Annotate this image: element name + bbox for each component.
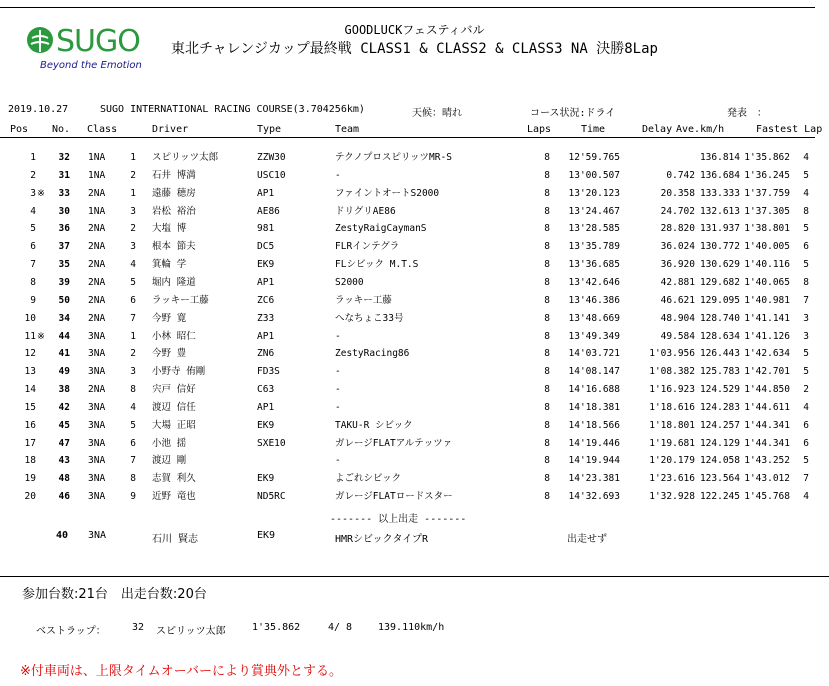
cell-fastest-lap: 1'43.252: [744, 455, 790, 467]
cell-pos: 5: [30, 223, 36, 235]
cell-laps: 8: [544, 491, 550, 503]
cell-delay: 48.904: [660, 312, 695, 324]
cell-pos: 13: [24, 366, 36, 378]
cell-delay: 46.621: [660, 294, 695, 306]
cell-car-no: 49: [58, 366, 70, 378]
cell-team: テクノプロスピリッツMR-S: [335, 152, 452, 163]
summary-rule: [0, 576, 829, 577]
cell-time: 13'48.669: [568, 312, 620, 324]
cell-avg-speed: 128.634: [699, 330, 740, 342]
cell-driver: 宍戸 信好: [152, 384, 196, 396]
cell-laps: 8: [544, 455, 550, 467]
cell-team: ガレージFLATアルテッツァ: [335, 437, 453, 449]
cell-class: 3NA: [88, 437, 106, 449]
course-name: SUGO INTERNATIONAL RACING COURSE(3.704256km): [100, 104, 365, 115]
cell-avg-speed: 136.814: [699, 152, 740, 163]
cell-avg-speed: 126.443: [699, 348, 740, 360]
cell-driver: 岩松 裕治: [152, 205, 196, 217]
best-lap-lap: 4/ 8: [328, 622, 353, 633]
cell-driver: ラッキー工藤: [152, 294, 209, 306]
cell-fastest-lap: 1'44.341: [744, 437, 790, 449]
cell-laps: 8: [544, 187, 550, 199]
cell-pos: 14: [24, 384, 36, 396]
best-lap-driver: スピリッツ太郎: [156, 626, 226, 637]
cell-time: 14'19.446: [568, 437, 620, 449]
cell-driver: 渡辺 信任: [152, 401, 196, 413]
cell-class: 1NA: [88, 152, 106, 163]
cell-laps: 8: [544, 259, 550, 271]
brand-tagline: Beyond the Emotion: [40, 60, 142, 71]
cell-driver: 志賀 利久: [152, 473, 196, 485]
cell-fastest-lap: 1'40.116: [744, 259, 790, 271]
cell-pos: 11: [24, 330, 36, 342]
cell-avg-speed: 130.629: [699, 259, 740, 271]
cell-pos: 16: [24, 419, 36, 431]
cell-class: 2NA: [88, 312, 106, 324]
cell-fastest-lap-no: 3: [803, 330, 809, 342]
cell-time: 14'16.688: [568, 384, 620, 396]
cell-car-no: 35: [58, 259, 70, 271]
cell-pos: 10: [24, 312, 36, 324]
cell-car-type: ND5RC: [257, 491, 286, 503]
cell-class-pos: 2: [130, 223, 136, 235]
cell-class-pos: 2: [130, 348, 136, 360]
cell-team: ラッキー工藤: [335, 294, 392, 306]
cell-time: 12'59.765: [568, 152, 620, 163]
cell-avg-speed: 124.257: [699, 419, 740, 431]
cell-delay: 1'16.923: [649, 384, 695, 396]
race-title: 東北チャレンジカップ最終戦 CLASS1 & CLASS2 & CLASS3 NA 決勝8Lap: [171, 41, 658, 57]
cell-car-no: 50: [58, 294, 70, 306]
cell-fastest-lap: 1'40.981: [744, 294, 790, 306]
cell-delay: 42.881: [660, 276, 695, 288]
cell-delay: 1'18.801: [649, 419, 695, 431]
cell-fastest-lap: 1'44.611: [744, 401, 790, 413]
cell-team: -: [335, 169, 341, 181]
cell-car-no: 48: [58, 473, 70, 485]
cell-pos: 20: [24, 491, 36, 503]
cell-fastest-lap-no: 4: [803, 491, 809, 503]
cell-fastest-lap: 1'41.141: [744, 312, 790, 324]
cell-avg-speed: 123.564: [699, 473, 740, 485]
cell-pos: 6: [30, 241, 36, 253]
course-condition: コース状況:ドライ: [530, 108, 616, 119]
header-avg: Ave.km/h: [676, 124, 725, 135]
cell-fastest-lap-no: 7: [803, 473, 809, 485]
cell-time: 13'35.789: [568, 241, 620, 253]
cell-avg-speed: 132.613: [699, 205, 740, 217]
cell-laps: 8: [544, 473, 550, 485]
cell-avg-speed: 124.529: [699, 384, 740, 396]
cell-avg-speed: 128.740: [699, 312, 740, 324]
cell-laps: 8: [544, 294, 550, 306]
cell-time: 14'32.693: [568, 491, 620, 503]
cell-team: へなちょこ33号: [335, 312, 404, 324]
cell-delay: 1'03.956: [649, 348, 695, 360]
cell-driver: 箕輪 学: [152, 259, 187, 271]
cell-pos: 19: [24, 473, 36, 485]
cell-driver: 遠藤 穂房: [152, 187, 196, 199]
cell-avg-speed: 130.772: [699, 241, 740, 253]
cell-avg-speed: 133.333: [699, 187, 740, 199]
cell-team: -: [335, 384, 341, 396]
cell-car-no: 41: [58, 348, 70, 360]
cell-delay: 1'20.179: [649, 455, 695, 467]
cell-fastest-lap-no: 5: [803, 366, 809, 378]
cell-driver: 今野 豊: [152, 348, 187, 360]
cell-class: 3NA: [88, 401, 106, 413]
header-class: Class: [87, 124, 118, 135]
cell-class-pos: 4: [130, 259, 136, 271]
best-lap-label: ベストラップ：: [36, 626, 106, 637]
cell-pos: 7: [30, 259, 36, 271]
cell-car-type: ZN6: [257, 348, 275, 360]
cell-delay: 1'18.616: [649, 401, 695, 413]
header-time: Time: [581, 124, 606, 135]
cell-pos: 9: [30, 294, 36, 306]
header-pos: Pos: [10, 124, 29, 135]
dns-team: HMRシビックタイプR: [335, 534, 428, 545]
cell-delay: 1'32.928: [649, 491, 695, 503]
cell-driver: 渡辺 剛: [152, 455, 187, 467]
cell-time: 13'36.685: [568, 259, 620, 271]
cell-team: ドリグリAE86: [335, 205, 396, 217]
race-date: 2019.10.27: [8, 104, 69, 115]
cell-car-no: 37: [58, 241, 70, 253]
dns-no: 40: [56, 530, 69, 541]
cell-car-no: 30: [58, 205, 70, 217]
cell-pos: 18: [24, 455, 36, 467]
cell-fastest-lap-no: 4: [803, 401, 809, 413]
cell-car-no: 47: [58, 437, 70, 449]
cell-team: ファイントオートS2000: [335, 187, 440, 199]
cell-time: 14'18.381: [568, 401, 620, 413]
cell-team: -: [335, 366, 341, 378]
cell-car-no: 42: [58, 401, 70, 413]
cell-time: 14'19.944: [568, 455, 620, 467]
cell-class: 3NA: [88, 366, 106, 378]
cell-delay: 24.702: [660, 205, 695, 217]
announce: 発表 ：: [727, 108, 767, 119]
cell-laps: 8: [544, 169, 550, 181]
cell-class: 2NA: [88, 384, 106, 396]
cell-car-type: 981: [257, 223, 275, 235]
cell-fastest-lap-no: 4: [803, 187, 809, 199]
cell-car-type: AP1: [257, 187, 275, 199]
cell-time: 13'24.467: [568, 205, 620, 217]
cell-fastest-lap-no: 8: [803, 205, 809, 217]
cell-laps: 8: [544, 152, 550, 163]
cell-class-pos: 3: [130, 241, 136, 253]
cell-fastest-lap-no: 6: [803, 419, 809, 431]
cell-driver: スピリッツ太郎: [152, 152, 219, 163]
cell-pos: 17: [24, 437, 36, 449]
header-no: No.: [52, 124, 71, 135]
cell-team: ガレージFLATロードスター: [335, 491, 453, 503]
cell-car-no: 38: [58, 384, 70, 396]
cell-car-type: EK9: [257, 419, 275, 431]
cell-driver: 今野 寛: [152, 312, 187, 324]
cell-car-type: AP1: [257, 401, 275, 413]
cell-car-type: ZC6: [257, 294, 275, 306]
header-rule: [0, 137, 815, 138]
cell-fastest-lap-no: 2: [803, 384, 809, 396]
cell-driver: 小林 昭仁: [152, 330, 196, 342]
cell-fastest-lap: 1'40.065: [744, 276, 790, 288]
cell-car-no: 34: [58, 312, 70, 324]
cell-fastest-lap: 1'37.759: [744, 187, 790, 199]
cell-car-type: C63: [257, 384, 275, 396]
header-fastest: Fastest Lap: [756, 124, 823, 135]
cell-class: 2NA: [88, 187, 106, 199]
cell-team: ZestyRaigCaymanS: [335, 223, 427, 235]
footnote: ※付車両は、上限タイムオーバーにより賞典外とする。: [20, 664, 342, 679]
cell-avg-speed: 129.095: [699, 294, 740, 306]
header-type: Type: [257, 124, 282, 135]
cell-class-pos: 8: [130, 473, 136, 485]
cell-avg-speed: 131.937: [699, 223, 740, 235]
cell-car-type: USC10: [257, 169, 286, 181]
best-lap-no: 32: [132, 622, 145, 633]
header-driver: Driver: [152, 124, 189, 135]
cell-driver: 小野寺 侑剛: [152, 366, 206, 378]
cell-fastest-lap: 1'41.126: [744, 330, 790, 342]
cell-laps: 8: [544, 223, 550, 235]
cell-delay: 28.820: [660, 223, 695, 235]
cell-fastest-lap-no: 7: [803, 294, 809, 306]
cell-car-type: AE86: [257, 205, 280, 217]
cell-laps: 8: [544, 419, 550, 431]
cell-class: 2NA: [88, 294, 106, 306]
cell-fastest-lap: 1'43.012: [744, 473, 790, 485]
cell-class-pos: 1: [130, 187, 136, 199]
cell-fastest-lap: 1'42.701: [744, 366, 790, 378]
cell-avg-speed: 124.129: [699, 437, 740, 449]
cell-class-pos: 3: [130, 205, 136, 217]
cell-class: 3NA: [88, 348, 106, 360]
cell-driver: 小池 揺: [152, 437, 187, 449]
cell-class-pos: 6: [130, 294, 136, 306]
header-team: Team: [335, 124, 360, 135]
cell-team: TAKU-R シビック: [335, 419, 413, 431]
cell-class-pos: 7: [130, 455, 136, 467]
cell-delay: 49.584: [660, 330, 695, 342]
cell-car-no: 44: [58, 330, 70, 342]
cell-class-pos: 1: [130, 330, 136, 342]
cell-delay: 20.358: [660, 187, 695, 199]
cell-fastest-lap-no: 6: [803, 437, 809, 449]
cell-class: 2NA: [88, 259, 106, 271]
cell-class-pos: 7: [130, 312, 136, 324]
cell-laps: 8: [544, 205, 550, 217]
cell-fastest-lap: 1'35.862: [744, 152, 790, 163]
cell-penalty-mark: ※: [37, 330, 45, 342]
cell-driver: 根本 節夫: [152, 241, 196, 253]
cell-pos: 2: [30, 169, 36, 181]
cell-fastest-lap: 1'45.768: [744, 491, 790, 503]
cell-delay: 36.024: [660, 241, 695, 253]
cell-class-pos: 4: [130, 401, 136, 413]
cell-car-no: 45: [58, 419, 70, 431]
cell-class: 3NA: [88, 455, 106, 467]
cell-avg-speed: 122.245: [699, 491, 740, 503]
header-delay: Delay: [642, 124, 673, 135]
cell-car-type: AP1: [257, 276, 275, 288]
cell-car-no: 39: [58, 276, 70, 288]
cell-driver: 大場 正昭: [152, 419, 196, 431]
cell-time: 14'23.381: [568, 473, 620, 485]
cell-car-type: EK9: [257, 473, 275, 485]
cell-car-type: EK9: [257, 259, 275, 271]
cell-car-type: ZZW30: [257, 152, 286, 163]
cell-delay: 1'19.681: [649, 437, 695, 449]
cell-time: 13'49.349: [568, 330, 620, 342]
cell-avg-speed: 136.684: [699, 169, 740, 181]
cell-laps: 8: [544, 384, 550, 396]
cell-fastest-lap-no: 3: [803, 312, 809, 324]
cell-team: FLRインテグラ: [335, 241, 400, 253]
dns-type: EK9: [257, 530, 276, 541]
cell-car-no: 43: [58, 455, 70, 467]
best-lap-speed: 139.110km/h: [378, 622, 445, 633]
cell-pos: 8: [30, 276, 36, 288]
cell-delay: 0.742: [666, 169, 695, 181]
cell-team: -: [335, 330, 341, 342]
top-rule: [0, 7, 815, 8]
cell-laps: 8: [544, 276, 550, 288]
dns-class: 3NA: [88, 530, 107, 541]
cell-pos: 15: [24, 401, 36, 413]
cell-fastest-lap-no: 4: [803, 152, 809, 163]
cell-team: S2000: [335, 276, 364, 288]
cell-time: 14'08.147: [568, 366, 620, 378]
cell-time: 13'00.507: [568, 169, 620, 181]
cell-class: 3NA: [88, 491, 106, 503]
cell-team: ZestyRacing86: [335, 348, 410, 360]
cell-car-no: 33: [58, 187, 70, 199]
cell-penalty-mark: ※: [37, 187, 45, 199]
cell-time: 13'46.386: [568, 294, 620, 306]
finish-separator: ------- 以上出走 -------: [330, 514, 467, 525]
best-lap-time: 1'35.862: [252, 622, 301, 633]
cell-fastest-lap-no: 5: [803, 223, 809, 235]
cell-driver: 大塩 博: [152, 223, 187, 235]
cell-delay: 1'08.382: [649, 366, 695, 378]
cell-class-pos: 1: [130, 152, 136, 163]
cell-pos: 12: [24, 348, 36, 360]
cell-fastest-lap-no: 8: [803, 276, 809, 288]
cell-driver: 石井 博満: [152, 169, 196, 181]
cell-laps: 8: [544, 241, 550, 253]
cell-avg-speed: 124.058: [699, 455, 740, 467]
cell-laps: 8: [544, 366, 550, 378]
cell-class: 3NA: [88, 419, 106, 431]
cell-team: -: [335, 401, 341, 413]
event-title: GOODLUCKフェスティバル: [344, 23, 485, 37]
cell-car-type: SXE10: [257, 437, 286, 449]
weather: 天候：晴れ: [412, 108, 462, 119]
cell-car-no: 31: [58, 169, 70, 181]
dns-note: 出走せず: [567, 534, 607, 545]
cell-time: 13'20.123: [568, 187, 620, 199]
cell-team: -: [335, 455, 341, 467]
cell-car-type: AP1: [257, 330, 275, 342]
cell-class-pos: 6: [130, 437, 136, 449]
cell-class-pos: 8: [130, 384, 136, 396]
cell-class: 1NA: [88, 169, 106, 181]
cell-pos: 1: [30, 152, 36, 163]
cell-class: 1NA: [88, 205, 106, 217]
cell-driver: 堀内 隆道: [152, 276, 196, 288]
cell-car-type: Z33: [257, 312, 275, 324]
cell-time: 14'03.721: [568, 348, 620, 360]
cell-class: 2NA: [88, 223, 106, 235]
cell-delay: 1'23.616: [649, 473, 695, 485]
cell-time: 13'42.646: [568, 276, 620, 288]
cell-time: 13'28.585: [568, 223, 620, 235]
cell-laps: 8: [544, 348, 550, 360]
cell-fastest-lap-no: 5: [803, 259, 809, 271]
cell-class-pos: 5: [130, 276, 136, 288]
cell-class: 3NA: [88, 473, 106, 485]
cell-class-pos: 5: [130, 419, 136, 431]
header-laps: Laps: [527, 124, 552, 135]
cell-laps: 8: [544, 330, 550, 342]
cell-class: 2NA: [88, 276, 106, 288]
cell-pos: 4: [30, 205, 36, 217]
cell-class-pos: 3: [130, 366, 136, 378]
cell-pos: 3: [30, 187, 36, 199]
cell-avg-speed: 125.783: [699, 366, 740, 378]
cell-team: FLシビック M.T.S: [335, 259, 419, 271]
cell-car-type: DC5: [257, 241, 275, 253]
cell-car-no: 46: [58, 491, 70, 503]
cell-class-pos: 9: [130, 491, 136, 503]
cell-fastest-lap-no: 5: [803, 169, 809, 181]
cell-fastest-lap: 1'37.305: [744, 205, 790, 217]
cell-avg-speed: 124.283: [699, 401, 740, 413]
cell-car-no: 32: [58, 152, 70, 163]
cell-fastest-lap: 1'38.801: [744, 223, 790, 235]
cell-fastest-lap: 1'42.634: [744, 348, 790, 360]
cell-class: 3NA: [88, 330, 106, 342]
cell-car-no: 36: [58, 223, 70, 235]
cell-class: 2NA: [88, 241, 106, 253]
cell-fastest-lap-no: 5: [803, 348, 809, 360]
cell-team: よごれシビック: [335, 473, 402, 485]
cell-laps: 8: [544, 437, 550, 449]
cell-fastest-lap: 1'44.850: [744, 384, 790, 396]
brand-name: SUGO: [56, 24, 140, 59]
cell-driver: 近野 竜也: [152, 491, 196, 503]
dns-driver: 石川 賢志: [152, 534, 199, 545]
cell-class-pos: 2: [130, 169, 136, 181]
cell-laps: 8: [544, 312, 550, 324]
cell-fastest-lap-no: 6: [803, 241, 809, 253]
cell-fastest-lap: 1'40.005: [744, 241, 790, 253]
cell-car-type: FD3S: [257, 366, 280, 378]
cell-avg-speed: 129.682: [699, 276, 740, 288]
entry-count: 参加台数:21台 出走台数:20台: [22, 587, 207, 602]
cell-delay: 36.920: [660, 259, 695, 271]
cell-time: 14'18.566: [568, 419, 620, 431]
cell-fastest-lap-no: 5: [803, 455, 809, 467]
cell-fastest-lap: 1'44.341: [744, 419, 790, 431]
cell-laps: 8: [544, 401, 550, 413]
cell-fastest-lap: 1'36.245: [744, 169, 790, 181]
